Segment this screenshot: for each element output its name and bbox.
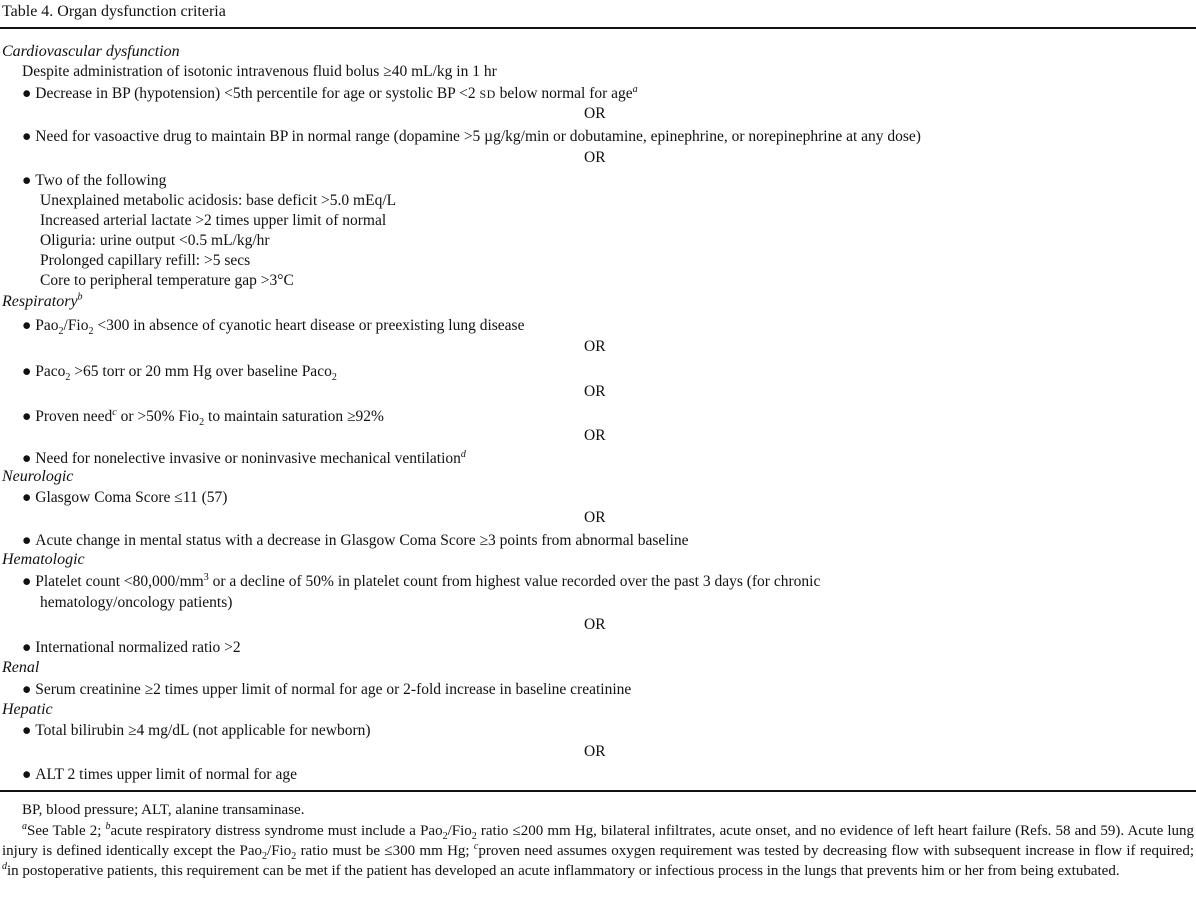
bullet-icon: ● <box>22 317 32 334</box>
hema-item-1-cont: hematology/oncology patients) <box>40 594 233 611</box>
neuro-item-1: ● Glasgow Coma Score ≤11 (57) <box>22 489 228 506</box>
hepatic-item-2: ● ALT 2 times upper limit of normal for age <box>22 766 297 783</box>
hema-heading: Hematologic <box>2 551 85 568</box>
bullet-icon: ● <box>22 639 32 656</box>
cardio-heading: Cardiovascular dysfunction <box>2 43 180 60</box>
hema-item-2: ● International normalized ratio >2 <box>22 639 241 656</box>
bottom-rule <box>0 790 1196 792</box>
resp-item-3: ● Proven need$^c$ or >50% Fio$_2$ to maintain saturation ≥92% <box>22 406 384 429</box>
renal-item-1: ● Serum creatinine ≥2 times upper limit of normal for age or 2-fold increase in baseline creatinine <box>22 681 632 698</box>
resp-item-1: ● Pao$_2$/Fio$_2$ <300 in absence of cyanotic heart disease or preexisting lung disease <box>22 317 525 338</box>
or-separator: OR <box>584 105 606 122</box>
or-separator: OR <box>584 616 606 633</box>
footnotes: $^a$See Table 2; $^b$acute respiratory distress syndrome must include a Pao$_2$/Fio$_2$ ratio ≤200 mm Hg, bilateral infiltrates, acute onset, and no evidence of left heart failure (Refs. 58 and 59). Acute lung injury is defined identically except the Pao$_2$/Fio$_2$ ratio must be ≤300 mm Hg; $^c$proven need assumes oxygen requirement was tested by decreasing flow with subsequent increase in flow if required; $^d$in postoperative patients, this requirement can be met if the patient has developed an acute inflammatory or infectious process in the lungs that prevents him or her from being extubated. <box>2 821 1195 879</box>
bullet-icon: ● <box>22 573 32 590</box>
cardio-sub-item: Unexplained metabolic acidosis: base deficit >5.0 mEq/L <box>40 192 397 209</box>
neuro-item-2: ● Acute change in mental status with a decrease in Glasgow Coma Score ≥3 points from abnormal baseline <box>22 532 689 549</box>
bullet-icon: ● <box>22 172 32 189</box>
cardio-intro: Despite administration of isotonic intravenous fluid bolus ≥40 mL/kg in 1 hr <box>22 63 497 80</box>
resp-item-4: ● Need for nonelective invasive or noninvasive mechanical ventilation$^d$ <box>22 448 466 467</box>
cardio-item-1: ● Decrease in BP (hypotension) <5th percentile for age or systolic BP <2 SD below normal for age$^a$ <box>22 83 638 102</box>
table-title: Table 4. Organ dysfunction criteria <box>2 3 226 20</box>
resp-item-2: ● Paco$_2$ >65 torr or 20 mm Hg over baseline Paco$_2$ <box>22 363 337 384</box>
or-separator: OR <box>584 427 606 444</box>
bullet-icon: ● <box>22 722 32 739</box>
or-separator: OR <box>584 509 606 526</box>
hema-item-1: ● Platelet count $<80,000/mm^3$ or a decline of 50% in platelet count from highest value recorded over the past 3 days (for chronic <box>22 571 821 590</box>
top-rule <box>0 27 1196 29</box>
bullet-icon: ● <box>22 450 32 467</box>
bullet-icon: ● <box>22 766 32 783</box>
bullet-icon: ● <box>22 489 32 506</box>
cardio-item-2: ● Need for vasoactive drug to maintain BP in normal range (dopamine >5 µg/kg/min or dobutamine, epinephrine, or norepinephrine at any dose) <box>22 128 921 145</box>
resp-heading: Respiratory$^b$ <box>2 291 83 310</box>
cardio-sub-item: Prolonged capillary refill: >5 secs <box>40 252 251 269</box>
neuro-heading: Neurologic <box>2 468 74 485</box>
bullet-icon: ● <box>22 532 32 549</box>
hepatic-heading: Hepatic <box>2 701 53 718</box>
bullet-icon: ● <box>22 681 32 698</box>
or-separator: OR <box>584 149 606 166</box>
or-separator: OR <box>584 383 606 400</box>
cardio-sub-item: Core to peripheral temperature gap >3°C <box>40 272 294 289</box>
abbreviations-note: BP, blood pressure; ALT, alanine transaminase. <box>22 802 305 818</box>
bullet-icon: ● <box>22 363 32 380</box>
bullet-icon: ● <box>22 128 32 145</box>
cardio-sub-item: Increased arterial lactate >2 times upper limit of normal <box>40 212 387 229</box>
or-separator: OR <box>584 743 606 760</box>
cardio-item-3: ● Two of the following <box>22 172 167 189</box>
bullet-icon: ● <box>22 408 32 425</box>
hepatic-item-1: ● Total bilirubin ≥4 mg/dL (not applicable for newborn) <box>22 722 371 739</box>
bullet-icon: ● <box>22 85 32 102</box>
cardio-sub-item: Oliguria: urine output <0.5 mL/kg/hr <box>40 232 270 249</box>
or-separator: OR <box>584 338 606 355</box>
renal-heading: Renal <box>2 659 40 676</box>
